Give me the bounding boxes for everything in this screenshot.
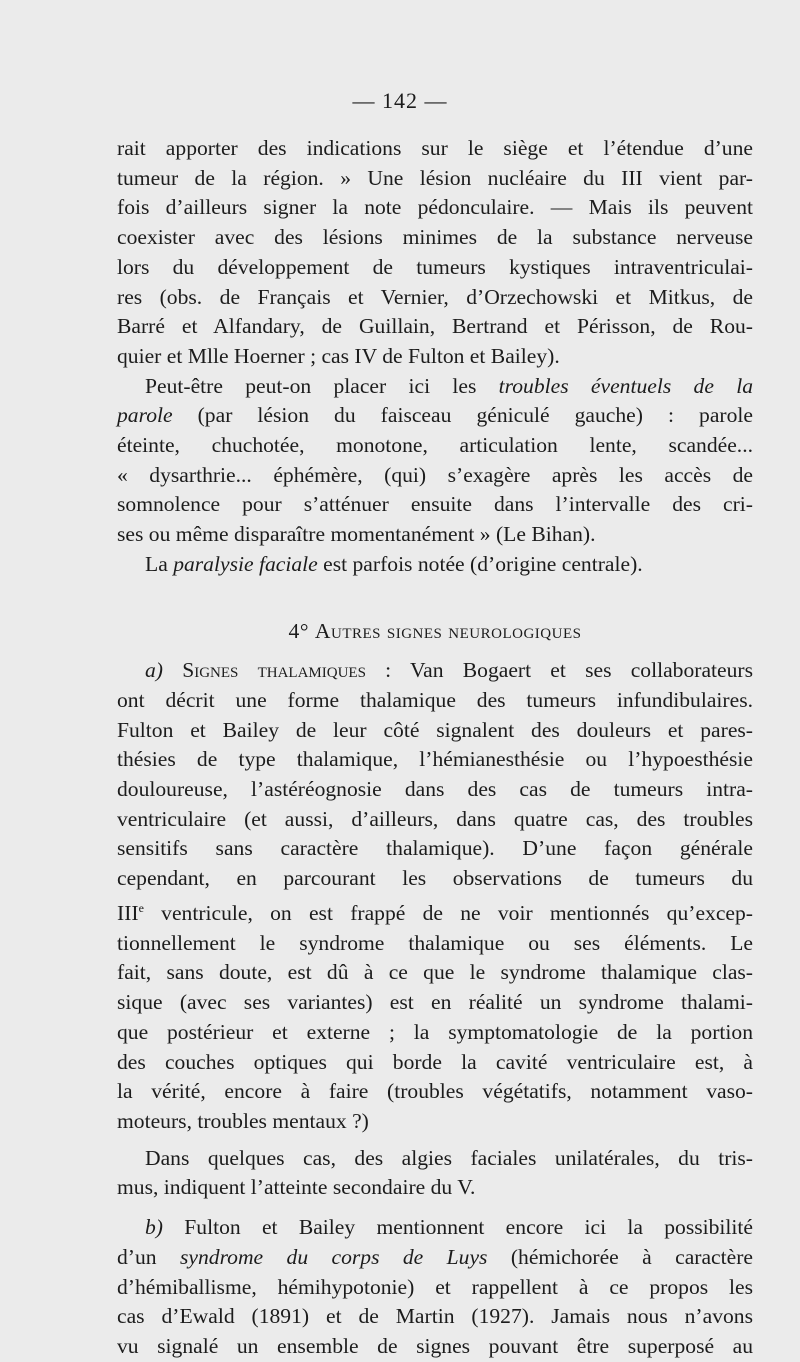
text-run: III (117, 901, 139, 926)
subsection-a (117, 656, 753, 1136)
text-line: moteurs, troubles mentaux ?) (117, 1108, 369, 1133)
text-line (117, 401, 753, 431)
text-line: des couches optiques qui borde la cavité ventriculaire est, à (117, 1049, 753, 1074)
text-run: (hémichorée à caractère (487, 1244, 753, 1269)
text-run: : Van Bogaert et ses collaborateurs (365, 658, 753, 683)
text-line: coexister avec des lésions minimes de la substance nerveuse (117, 225, 753, 250)
text-run: ventricule, on est frappé de ne voir mentionnés qu’excep- (143, 901, 753, 926)
text-line: la vérité, encore à faire (troubles végétatifs, notamment vaso- (117, 1079, 753, 1104)
text-line (117, 372, 753, 402)
text-line: Fulton et Bailey de leur côté signalent des douleurs et pares- (117, 717, 753, 742)
text-line: somnolence pour s’atténuer ensuite dans l’intervalle des cri- (117, 492, 753, 517)
text-line (117, 894, 753, 929)
text-line: « dysarthrie... éphémère, (qui) s’exagère après les accès de (117, 462, 753, 487)
text-line (117, 550, 753, 580)
text-run: La (145, 551, 174, 576)
italic-term: syndrome du corps de Luys (179, 1244, 488, 1269)
subsection-title: Signes thalamiques (182, 658, 366, 683)
text-line: sensitifs sans caractère thalamique). D’une façon générale (117, 836, 753, 861)
paragraph-3 (117, 550, 753, 580)
subsection-label: a) (145, 658, 163, 683)
section-title: Autres signes neurologiques (314, 618, 582, 643)
text-line: lors du développement de tumeurs kystiques intraventriculai- (117, 254, 753, 279)
superscript: e (138, 900, 144, 915)
page-number: — 142 — (352, 88, 448, 113)
text-line: fait, sans doute, est dû à ce que le syndrome thalamique clas- (117, 960, 753, 985)
text-line: thésies de type thalamique, l’hémianesthésie ou l’hypoesthésie (117, 747, 753, 772)
text-line: cependant, en parcourant les observations de tumeurs du (117, 866, 753, 891)
paragraph-algies (117, 1144, 753, 1203)
text-line: res (obs. de Français et Vernier, d’Orzechowski et Mitkus, de (117, 284, 753, 309)
text-line: Barré et Alfandary, de Guillain, Bertrand et Périsson, de Rou- (117, 314, 753, 339)
text-line: tionnellement le syndrome thalamique ou ses éléments. Le (117, 930, 753, 955)
text-line: fois d’ailleurs signer la note pédonculaire. — Mais ils peuvent (117, 195, 753, 220)
text-line: que postérieur et externe ; la symptomatologie de la portion (117, 1019, 753, 1044)
text-line: sique (avec ses variantes) est en réalité un syndrome thalami- (117, 990, 753, 1015)
paragraph-2 (117, 372, 753, 550)
text-line: cas d’Ewald (1891) et de Martin (1927). Jamais nous n’avons (117, 1304, 753, 1329)
text-line (117, 1213, 753, 1243)
text-line: ventriculaire (et aussi, d’ailleurs, dans quatre cas, des troubles (117, 806, 753, 831)
text-line: Dans quelques cas, des algies faciales unilatérales, du tris- (145, 1145, 753, 1170)
section-heading (117, 617, 753, 647)
subsection-b (117, 1213, 753, 1362)
text-run: Peut-être peut-on placer ici les (145, 373, 499, 398)
text-line: éteinte, chuchotée, monotone, articulation lente, scandée... (117, 433, 753, 458)
italic-term: paralysie faciale (173, 551, 318, 576)
text-line: quier et Mlle Hoerner ; cas IV de Fulton et Bailey). (117, 343, 560, 368)
text-line: douloureuse, l’astéréognosie dans des cas de tumeurs intra- (117, 777, 753, 802)
text-line: d’hémiballisme, hémihypotonie) et rappellent à ce propos les (117, 1274, 753, 1299)
text-line: vu signalé un ensemble de signes pouvant être superposé au (117, 1333, 753, 1358)
text-line (117, 656, 753, 686)
text-line (117, 1243, 753, 1273)
text-run: Fulton et Bailey mentionnent encore ici la possibilité (163, 1215, 753, 1240)
section-number: 4° (288, 618, 309, 643)
text-run: est parfois notée (d’origine centrale). (317, 551, 643, 576)
text-line: ont décrit une forme thalamique des tumeurs infundibulaires. (117, 687, 753, 712)
text-run: d’un (117, 1244, 180, 1269)
text-line: ses ou même disparaître momentanément » (Le Bihan). (117, 522, 596, 547)
paragraph-1 (117, 134, 753, 372)
body-text (117, 134, 753, 1362)
text-line: tumeur de la région. » Une lésion nucléaire du III vient par- (117, 165, 753, 190)
italic-term: parole (117, 403, 173, 428)
text-line: mus, indiquent l’atteinte secondaire du V. (117, 1175, 476, 1200)
subsection-label: b) (145, 1215, 163, 1240)
text-line: rait apporter des indications sur le siège et l’étendue d’une (117, 136, 753, 160)
text-run: (par lésion du faisceau géniculé gauche) : parole (172, 403, 753, 428)
italic-term: troubles éventuels de la (498, 373, 753, 398)
